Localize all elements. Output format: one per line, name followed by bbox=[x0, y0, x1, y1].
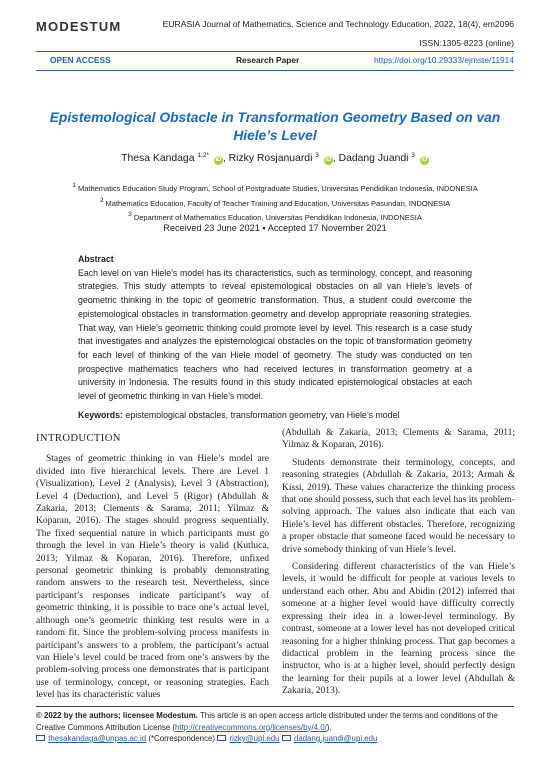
license-statement bbox=[36, 710, 514, 733]
author-name: Dadang Juandi bbox=[338, 153, 409, 164]
keywords bbox=[78, 409, 472, 423]
introduction-heading: INTRODUCTION bbox=[36, 433, 121, 444]
abstract-text: Each level on van Hiele’s model has its characteristics, such as terminology, concept, and reasoning strategies. This study attempts to reveal epistemological obstacles on all van Hiele’s levels of geometric thinking in the topic of geometric transformation. Thus, a student could overcome the epistemological obstacles in transformation geometry and develop appropriate reasoning strategies. That way, van Hiele’s geometric thinking could promote level by level. This research is a case study that investigates and analyzes the epistemological obstacles on the topic of transformation geometry for each level of thinking of the van Hiele model of geometry. The study was conducted on ten prospective mathematics teachers who had received lectures in transformation geometry at a university in Indonesia. The results found in this study indicated epistemological obstacles at each level of geometric thinking in van Hiele’s model. bbox=[78, 267, 472, 402]
orcid-icon[interactable]: iD bbox=[325, 157, 332, 163]
affiliation-number: 2 bbox=[99, 196, 104, 204]
copyright: © 2022 by the authors; licensee Modestum. bbox=[36, 711, 198, 720]
received-accepted-dates: Received 23 June 2021 ▪ Accepted 17 November 2021 bbox=[163, 223, 387, 233]
header-tagbar bbox=[36, 52, 514, 70]
author-affil-sup: 3 bbox=[315, 152, 319, 159]
left-column bbox=[36, 429, 269, 707]
paper-type: Research Paper bbox=[236, 55, 300, 65]
body-paragraph: Students demonstrate their terminology, concepts, and reasoning strategies (Abdullah & Zakaria, 2013; Armah & Kissi, 2019). These values characterize the thinking process that one should possess, such that each level has its problem-solving approach. The values also indicate that each van Hiele’s level has different obstacles. Therefore, recognizing a proper obstacle that someone faced would be necessary to drive somebody thinking of van Hiele’s level. bbox=[282, 457, 515, 555]
author-list: Thesa Kandaga $^{1,2*}$ iD , Rizky Rosjanuardi $^3$ iD , Dadang Juandi $^3$ iD bbox=[121, 152, 428, 164]
email-icon bbox=[217, 735, 226, 741]
email-link[interactable]: rizky@upi.edu bbox=[229, 734, 280, 743]
affiliation-text: Mathematics Education, Faculty of Teacher Training and Education, Universitas Pasundan, INDONESIA bbox=[105, 198, 451, 208]
open-access-label: OPEN ACCESS bbox=[50, 55, 111, 65]
paper-title: Epistemological Obstacle in Transformation Geometry Based on van Hiele’s Level bbox=[49, 110, 501, 143]
license-link[interactable]: http://creativecommons.org/licenses/by/4.0/ bbox=[175, 722, 327, 732]
header-rule-top bbox=[36, 51, 514, 52]
issn: ISSN:1305-8223 (online) bbox=[419, 38, 514, 48]
license-close: ). bbox=[326, 722, 332, 732]
affiliation-line bbox=[0, 195, 550, 210]
abstract-box bbox=[78, 253, 472, 422]
email-icon bbox=[36, 735, 45, 741]
affiliation-text: Department of Mathematics Education, Universitas Pendidikan Indonesia, INDONESIA bbox=[133, 213, 422, 222]
author-name: Rizky Rosjanuardi bbox=[228, 153, 313, 164]
orcid-icon[interactable]: iD bbox=[215, 157, 222, 163]
affiliation-number: 1 bbox=[72, 182, 76, 189]
email-link[interactable]: thesakandaga@unpas.ac.id bbox=[48, 734, 147, 743]
body-paragraph: Stages of geometric thinking in van Hiele’s model are divided into five hierarchical levels. There are Level 1 (Visualization), Level 2 (Analysis), Level 3 (Abstraction), Level 4 (Deduction), and Level 5 (Rigor) (Abdullah & Zakaria, 2013; Clements & Sarama, 2011; Yilmaz & Koparan, 2016). The stages should progress sequentially. The fixed sequential nature in which participants must go through the level in van Hiele’s theory is valid (Kutluca, 2013; Yilmaz & Koparan, 2016). Therefore, unfixed personal geometric thinking is probably demonstrating random answers to the research test. Nevertheless, since participant’s responses indicate participant’s way of geometric thinking, it is possible to trace one’s actual level, although one’s geometric thinking test results were in a random fit. Since the problem-solving process manifests in participant’s answers to a problem, the participant’s actual van Hiele’s level could be traced from one’s answers by the problem-solving process one demonstrates that is participant use of terminology, concept, or reasoning strategies. Each level has its characteristic values bbox=[36, 454, 269, 701]
keywords-label: Keywords: bbox=[78, 409, 123, 420]
keywords-text: epistemological obstacles, transformation geometry, van Hiele’s model bbox=[125, 409, 400, 420]
email-link[interactable]: dadang.juandi@upi.edu bbox=[293, 734, 378, 743]
affiliation-number: 3 bbox=[128, 211, 132, 218]
footer-rule bbox=[36, 706, 514, 707]
publisher-logo: MODESTUM bbox=[36, 19, 122, 34]
doi-link[interactable]: https://doi.org/10.29333/ejmste/11914 bbox=[374, 55, 514, 65]
contact-emails bbox=[36, 733, 514, 745]
header-rule-bottom bbox=[36, 70, 514, 71]
body-paragraph: (Abdullah & Zakaria, 2013; Clements & Sarama, 2011; Yilmaz & Koparan, 2016). bbox=[282, 428, 515, 451]
body-paragraph: Considering different characteristics of the van Hiele’s levels, it would be difficult for people at various levels to understand each other. Abu and Abidin (2012) inferred that someone at a higher level would have difficulty correctly expressing their idea in a lower-level terminology. By contrast, someone at a lower level has not developed critical reasoning for a higher thinking process. That gap becomes a didactical problem in the learning process since the instructor, who is at a higher level, should perfectly design the learning for their pupils at a lower level (Abdullah & Zakaria, 2013). bbox=[282, 562, 515, 697]
author-affil-sup: 1,2* bbox=[197, 152, 209, 159]
correspondence-label: (*Correspondence) bbox=[148, 734, 216, 743]
affiliation-line bbox=[0, 209, 550, 224]
orcid-icon[interactable]: iD bbox=[421, 157, 428, 163]
author-affil-sup: 3 bbox=[411, 152, 415, 159]
journal-citation: EURASIA Journal of Mathematics, Science and Technology Education, 2022, 18(4), em2096 bbox=[162, 19, 514, 29]
journal-header bbox=[36, 14, 514, 78]
license-text: This article is an open access article distributed under the terms and conditions of the Creative Commons Attribution License ( bbox=[36, 711, 498, 732]
affiliation-line bbox=[0, 180, 550, 195]
author-name: Thesa Kandaga bbox=[121, 153, 195, 164]
affiliations bbox=[0, 180, 550, 224]
abstract-heading: Abstract bbox=[78, 254, 114, 264]
right-column bbox=[282, 427, 515, 703]
affiliation-text: Mathematics Education Study Program, School of Postgraduate Studies, Universitas Pendidikan Indonesia, INDONESIA bbox=[77, 184, 478, 193]
email-icon bbox=[282, 735, 291, 741]
license-footer bbox=[36, 710, 514, 745]
